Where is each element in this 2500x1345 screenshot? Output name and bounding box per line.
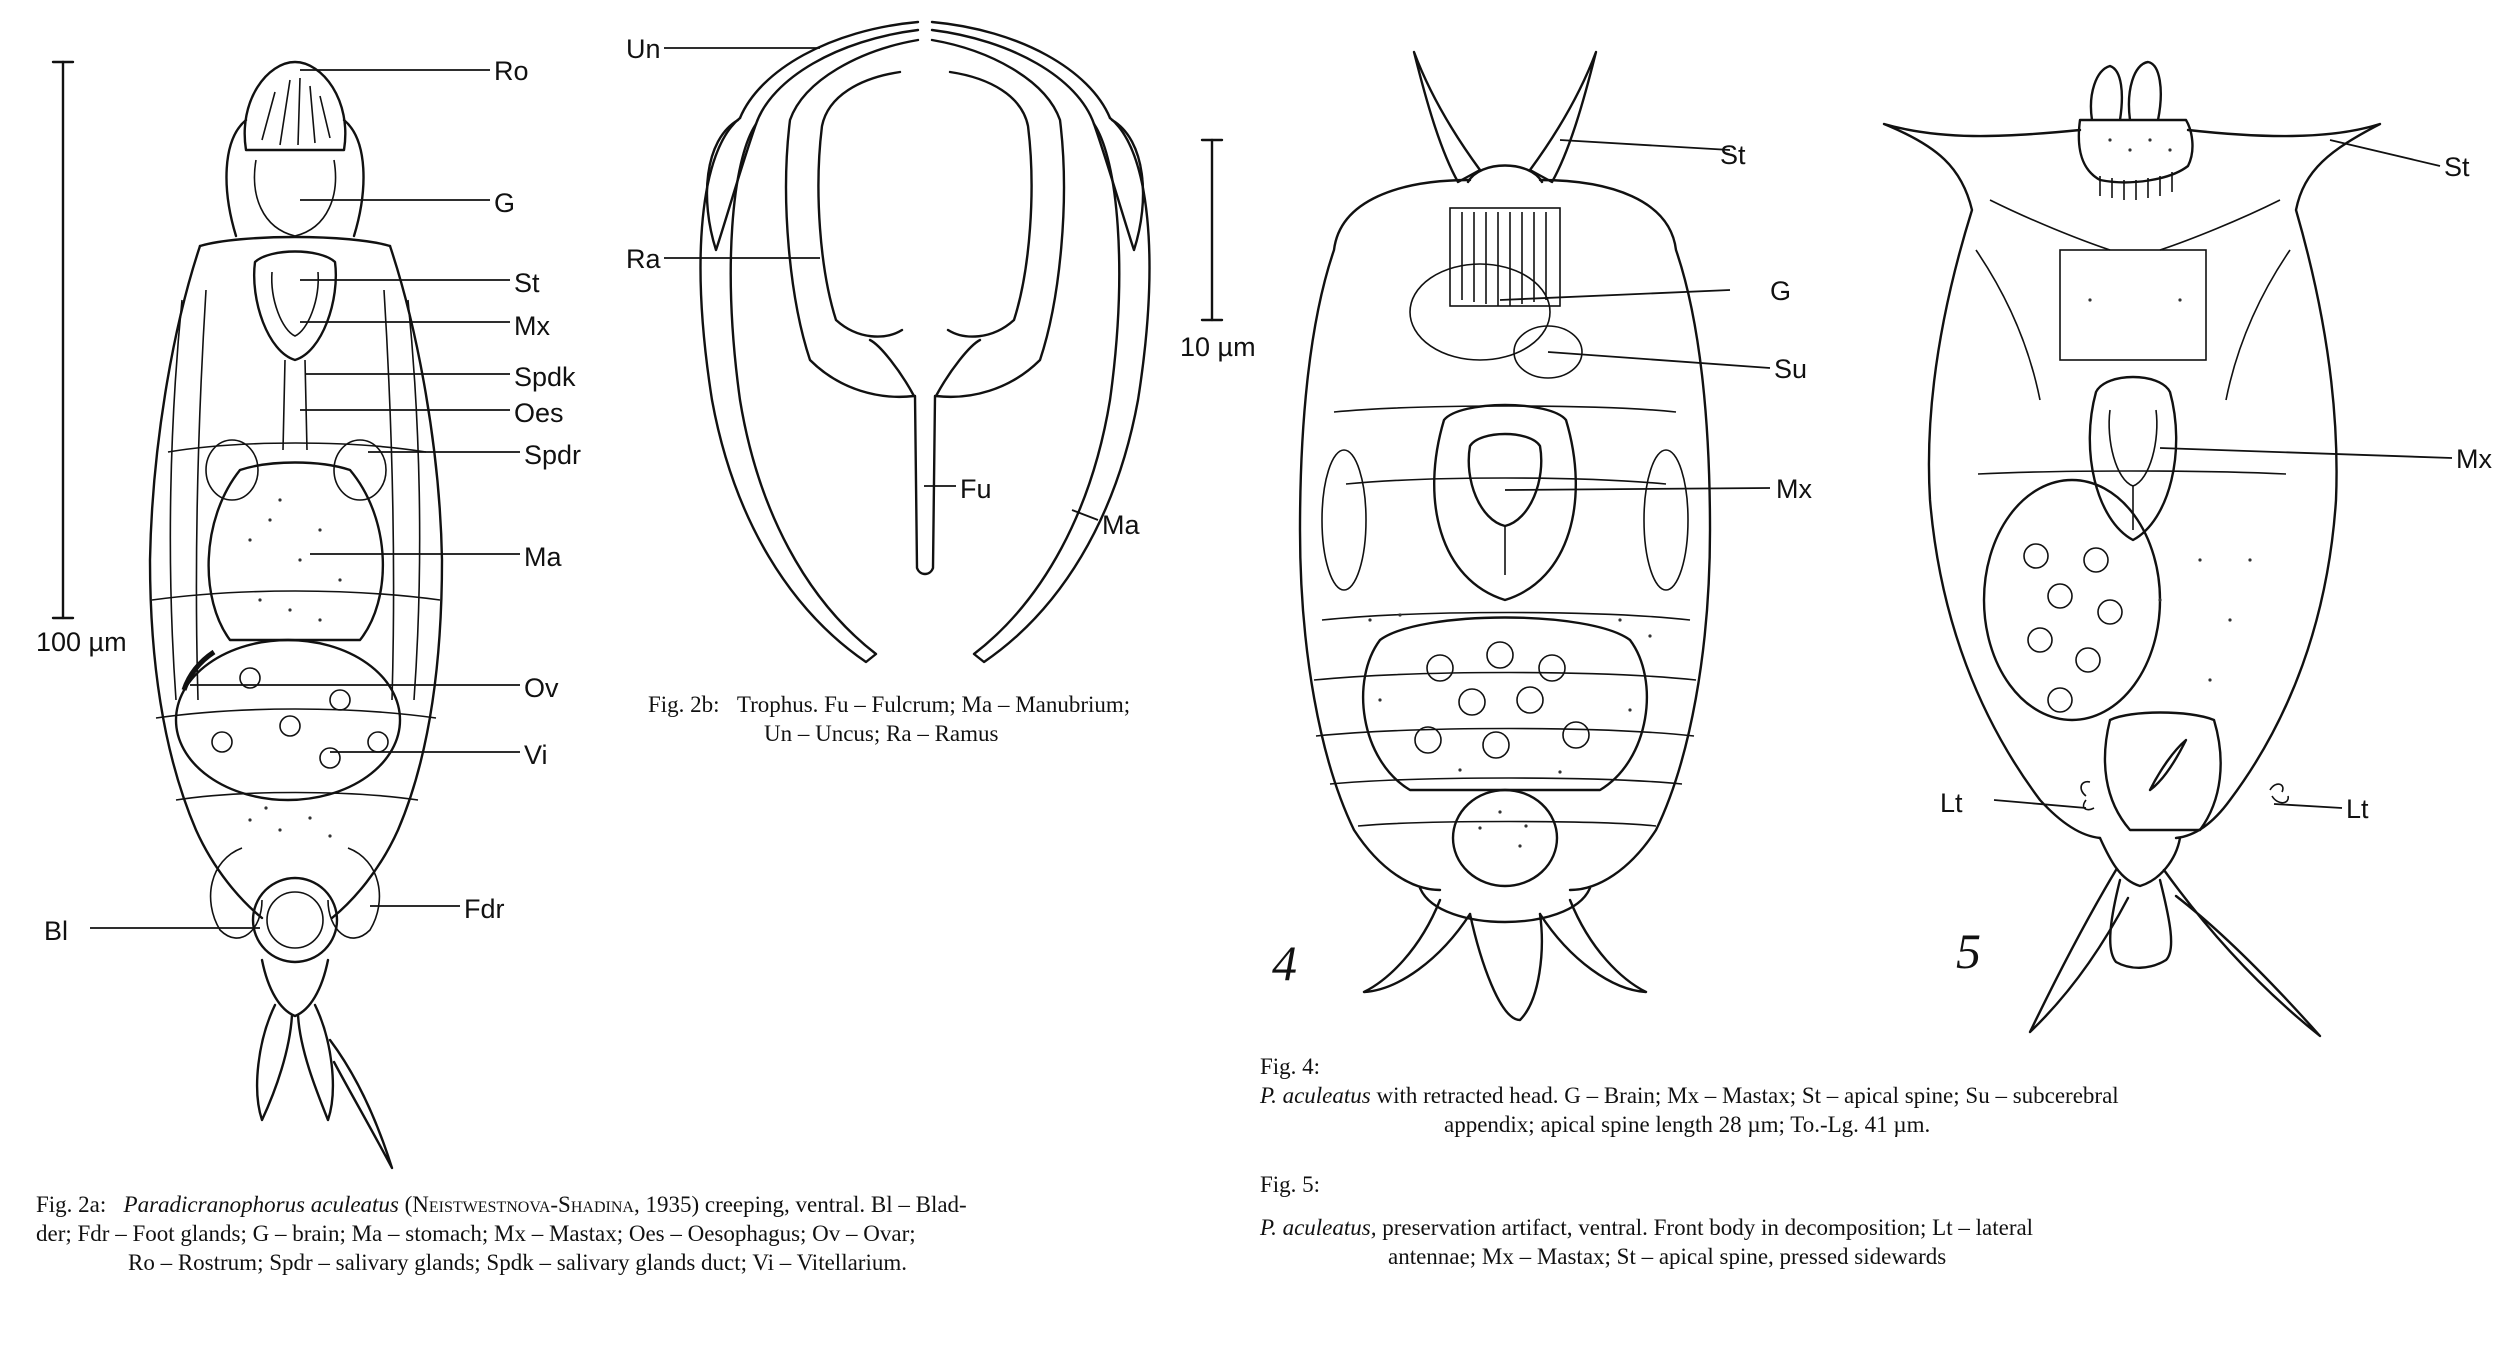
fig2b-caption-prefix: Fig. 2b: (648, 692, 720, 717)
label-ma-2b: Ma (1102, 510, 1140, 540)
label-oes: Oes (514, 398, 564, 428)
toe-left (257, 1005, 292, 1120)
mastax-shape (254, 252, 336, 361)
fig5-drawing (1884, 62, 2492, 1036)
fig2a-caption-line3: Ro – Rostrum; Spdr – salivary glands; Spdk – salivary glands duct; Vi – Vitellarium. (128, 1250, 907, 1275)
fig5-label-lt-left: Lt (1940, 788, 1963, 818)
fig5-caption-line2: antennae; Mx – Mastax; St – apical spine, pressed sidewards (1388, 1244, 1947, 1269)
fig5-label-lt-right: Lt (2346, 794, 2369, 824)
apical-spine-left (1414, 52, 1480, 182)
fig2b-drawing (626, 22, 1256, 662)
label-spdk: Spdk (514, 362, 576, 392)
bladder-shape (253, 878, 337, 962)
fig4-label-su: Su (1774, 354, 1808, 384)
fig2a-caption-line2: der; Fdr – Foot glands; G – brain; Ma – stomach; Mx – Mastax; Oes – Oesophagus; Ov – Ovar; (36, 1221, 916, 1246)
head-outline (227, 120, 364, 236)
vitellarium-shape (176, 640, 400, 800)
label-ra: Ra (626, 244, 661, 274)
fig2a-caption (36, 1190, 1236, 1277)
label-g: G (494, 188, 516, 218)
label-spdr: Spdr (524, 440, 582, 470)
fig5-caption-title: Fig. 5: (1260, 1172, 1321, 1197)
fig4-caption-line1: with retracted head. G – Brain; Mx – Mastax; St – apical spine; Su – subcerebral (1376, 1083, 2119, 1108)
label-bl: Bl (44, 916, 69, 946)
fig2a-drawing (36, 56, 581, 1168)
label-fdr: Fdr (464, 894, 505, 924)
label-mx: Mx (514, 311, 550, 341)
fig5-head (2079, 62, 2193, 182)
fig4-number: 4 (1272, 935, 1297, 991)
fig5-toe-right (2164, 870, 2320, 1036)
fig4-drawing (1272, 52, 1812, 1020)
fig5-label-mx: Mx (2456, 444, 2492, 474)
fig2a-caption-line1: creeping, ventral. Bl – Blad- (704, 1192, 967, 1217)
fig5-caption-species: P. aculeatus, (1260, 1215, 1377, 1240)
fig5-caption-line1: preservation artifact, ventral. Front body in decomposition; Lt – lateral (1382, 1215, 2034, 1240)
fig5-number: 5 (1956, 923, 1981, 979)
fig4-label-mx: Mx (1776, 474, 1812, 504)
fig2a-caption-authority: (Neistwestnova-Shadina, 1935) (404, 1192, 700, 1217)
fig2b-scale-label: 10 µm (1180, 332, 1256, 362)
fig5-toe-left (2030, 870, 2128, 1032)
fig4-label-g: G (1770, 276, 1792, 306)
fig5-label-st: St (2444, 152, 2470, 182)
manubrium-right (974, 118, 1149, 662)
label-st: St (514, 268, 540, 298)
label-un: Un (626, 34, 661, 64)
label-fu: Fu (960, 474, 992, 504)
fig2a-caption-prefix: Fig. 2a: (36, 1192, 107, 1217)
body-outline (150, 246, 442, 918)
fig4-caption-line2: appendix; apical spine length 28 µm; To.-Lg. 41 µm. (1444, 1112, 1931, 1137)
label-ov: Ov (524, 673, 559, 703)
fig4-caption (1260, 1052, 2460, 1139)
fulcrum (915, 396, 935, 574)
stomach-shape (209, 463, 383, 641)
toe-right (298, 1005, 333, 1120)
fig2b-caption-line1: Trophus. Fu – Fulcrum; Ma – Manubrium; (736, 692, 1131, 717)
fig2b-caption-line2: Un – Uncus; Ra – Ramus (764, 721, 999, 746)
fig2b-caption (648, 690, 1268, 748)
manubrium-left (701, 118, 876, 662)
fig2a-caption-species: Paradicranophorus aculeatus (123, 1192, 399, 1217)
label-vi: Vi (524, 740, 548, 770)
fig2a-scale-label: 100 µm (36, 627, 127, 657)
fig4-caption-title: Fig. 4: (1260, 1054, 1321, 1079)
ramus-right (932, 40, 1064, 397)
fig5-body-outline (1884, 124, 2380, 838)
ramus-left (786, 40, 918, 397)
fig4-label-st: St (1720, 140, 1746, 170)
apical-spine-right (1530, 52, 1596, 182)
fig5-caption (1260, 1170, 2460, 1271)
label-ma: Ma (524, 542, 562, 572)
fig4-caption-species: P. aculeatus (1260, 1083, 1371, 1108)
label-ro: Ro (494, 56, 529, 86)
